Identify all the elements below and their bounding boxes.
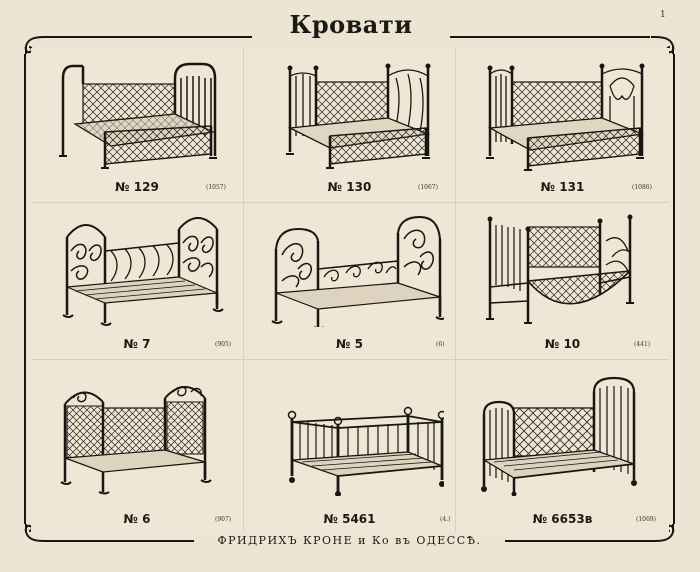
product-cell <box>456 48 669 203</box>
product-cell <box>456 203 669 360</box>
product-cell <box>31 360 244 532</box>
catalog-code: (4.) <box>440 516 451 523</box>
publisher-footer: ФРИДРИХЪ КРОНЕ и Ко въ ОДЕССѢ. <box>217 534 482 547</box>
model-number: № 6653в <box>532 512 593 526</box>
product-cell <box>244 360 456 532</box>
crib-illustration <box>45 56 231 172</box>
product-cell <box>31 48 244 203</box>
crib-illustration <box>45 211 231 327</box>
crib-illustration <box>470 368 656 496</box>
catalog-code: (1067) <box>418 184 438 191</box>
catalog-code: (905) <box>215 341 232 348</box>
product-cell <box>31 203 244 360</box>
model-number: № 5461 <box>323 512 376 526</box>
frame-top-right <box>450 36 650 38</box>
catalog-code: (1057) <box>206 184 226 191</box>
catalog-code: (1086) <box>632 184 652 191</box>
catalog-code: (441) <box>634 341 651 348</box>
model-number: № 6 <box>123 512 151 526</box>
catalog-code: (6) <box>436 341 445 348</box>
model-number: № 5 <box>336 337 363 351</box>
crib-illustration <box>258 368 444 496</box>
frame-right <box>673 54 675 524</box>
model-number: № 130 <box>327 180 372 194</box>
crib-illustration <box>258 56 444 172</box>
frame-bottom-left <box>44 540 194 542</box>
catalog-code: (907) <box>215 516 232 523</box>
product-cell <box>244 48 456 203</box>
model-number: № 7 <box>123 337 151 351</box>
frame-left <box>24 54 26 524</box>
model-number: № 129 <box>115 180 159 194</box>
frame-top-left <box>44 36 252 38</box>
model-number: № 131 <box>540 180 585 194</box>
crib-illustration <box>258 211 444 327</box>
crib-illustration <box>470 211 656 327</box>
model-number: № 10 <box>544 337 581 351</box>
page-number: 1 <box>660 10 666 20</box>
catalog-code: (1069) <box>636 516 656 523</box>
page-title: Кровати <box>289 10 413 39</box>
product-cell <box>456 360 669 532</box>
product-grid <box>31 48 669 532</box>
crib-illustration <box>470 56 656 172</box>
crib-illustration <box>45 368 231 496</box>
frame-bottom-right <box>505 540 653 542</box>
product-cell <box>244 203 456 360</box>
